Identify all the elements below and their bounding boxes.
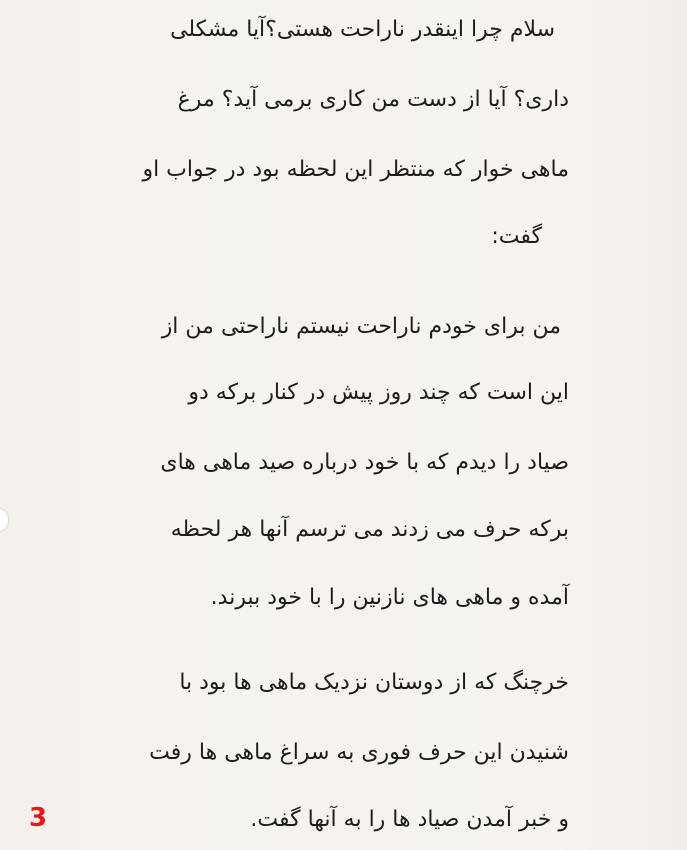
text-line: شنیدن این حرف فوری به سراغ ماهی ها رفت	[149, 740, 569, 765]
text-line: سلام چرا اینقدر ناراحت هستی؟آیا مشکلی	[170, 17, 555, 42]
text-line: خرچنگ که از دوستان نزدیک ماهی ها بود با	[179, 670, 569, 695]
text-line: من برای خودم ناراحت نیستم ناراحتی من از	[161, 314, 561, 339]
text-line: صیاد را دیدم که با خود درباره صید ماهی های	[160, 450, 569, 475]
page-number: 3	[29, 803, 48, 833]
text-line: داری؟ آیا از دست من کاری برمی آید؟ مرغ	[177, 87, 569, 112]
text-line: این است که چند روز پیش در کنار برکه دو	[188, 380, 569, 405]
text-line: گفت:	[491, 224, 542, 249]
text-line: آمده و ماهی های نازنین را با خود ببرند.	[210, 585, 569, 610]
text-line: ماهی خوار که منتظر این لحظه بود در جواب او	[142, 157, 569, 182]
text-line: و خبر آمدن صیاد ها را به آنها گفت.	[250, 807, 569, 832]
edge-marker	[0, 509, 8, 531]
text-line: برکه حرف می زدند می ترسم آنها هر لحظه	[170, 517, 569, 542]
